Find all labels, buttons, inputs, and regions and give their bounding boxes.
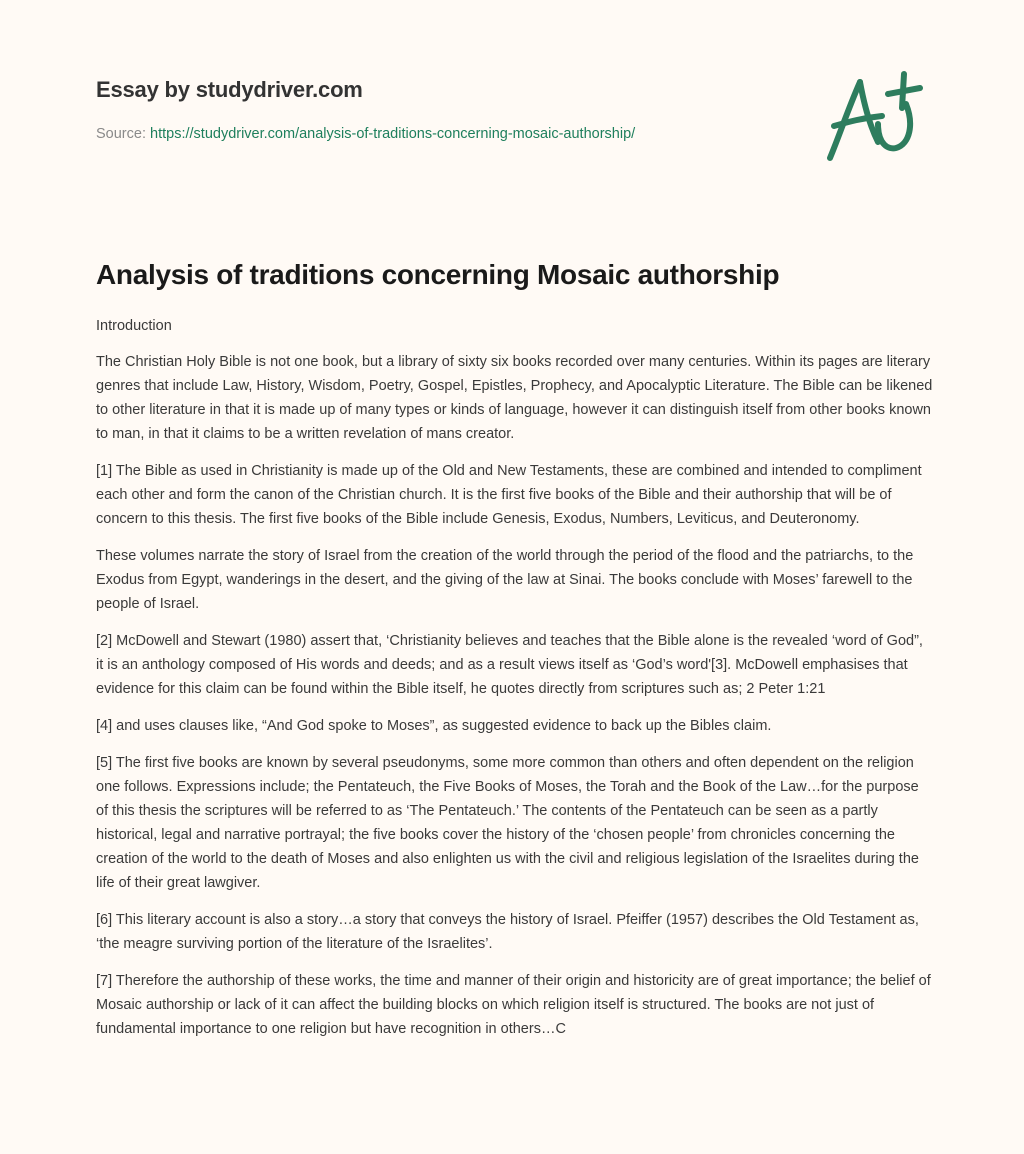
paragraph: [2] McDowell and Stewart (1980) assert that, ‘Christianity believes and teaches that the Bible alone is the revealed ‘word of God”, it is an anthology composed of His words and deeds; and as a result views itself as ‘God’s word'[3]. McDowell emphasises that evidence for this claim can be found within the Bible itself, he quotes directly from scriptures such as; 2 Peter 1:21 [96,633,923,697]
source-label: Source: [96,126,146,142]
paragraph: [1] The Bible as used in Christianity is made up of the Old and New Testaments, these are combined and intended to compliment each other and form the canon of the Christian church. It is the first five books of the Bible and their authorship that will be of concern to this thesis. The first five books of the Bible include Genesis, Exodus, Numbers, Leviticus, and Deuteronomy. [96,463,922,527]
paragraph: These volumes narrate the story of Israel from the creation of the world through the period of the flood and the patriarchs, to the Exodus from Egypt, wanderings in the desert, and the giving of the law at Sinai. The books conclude with Moses’ farewell to the people of Israel. [96,548,914,612]
source-link[interactable]: https://studydriver.com/analysis-of-traditions-concerning-mosaic-authorship/ [150,126,636,142]
page-title: Analysis of traditions concerning Mosaic authorship [96,259,780,290]
article [96,256,934,1041]
paragraph: [7] Therefore the authorship of these works, the time and manner of their origin and historicity are of great importance; the belief of Mosaic authorship or lack of it can affect the building blocks on which religion itself is structured. The books are not just of fundamental importance to one religion but have recognition in others…C [96,973,931,1037]
a-plus-grade-icon [818,64,934,168]
paragraph: The Christian Holy Bible is not one book, but a library of sixty six books recorded over many centuries. Within its pages are literary genres that include Law, History, Wisdom, Poetry, Gospel, Epistles, Prophecy, and Apocalyptic Literature. The Bible can be likened to other literature in that it is made up of many types or kinds of language, however it can distinguish itself from other books known to man, in that it claims to be a written revelation of mans creator. [96,354,933,442]
paragraph: [6] This literary account is also a story…a story that conveys the history of Israel. Pfeiffer (1957) describes the Old Testament as, ‘the meagre surviving portion of the literature of the Israelites’. [96,912,919,952]
paragraph: [4] and uses clauses like, “And God spoke to Moses”, as suggested evidence to back up the Bibles claim. [96,718,772,734]
brand-title: Essay by studydriver.com [96,77,363,102]
source-line [96,124,796,144]
paragraph: [5] The first five books are known by several pseudonyms, some more common than others and often dependent on the religion one follows. Expressions include; the Pentateuch, the Five Books of Moses, the Torah and the Book of the Law…for the purpose of this thesis the scriptures will be referred to as ‘The Pentateuch.’ The contents of the Pentateuch can be seen as a partly historical, legal and narrative portrayal; the five books cover the history of the ‘chosen people’ from chronicles concerning the creation of the world to the death of Moses and also enlighten us with the civil and religious legislation of the Israelites during the life of their great lawgiver. [96,755,919,891]
site-header [96,76,796,144]
section-heading-introduction: Introduction [96,318,172,334]
